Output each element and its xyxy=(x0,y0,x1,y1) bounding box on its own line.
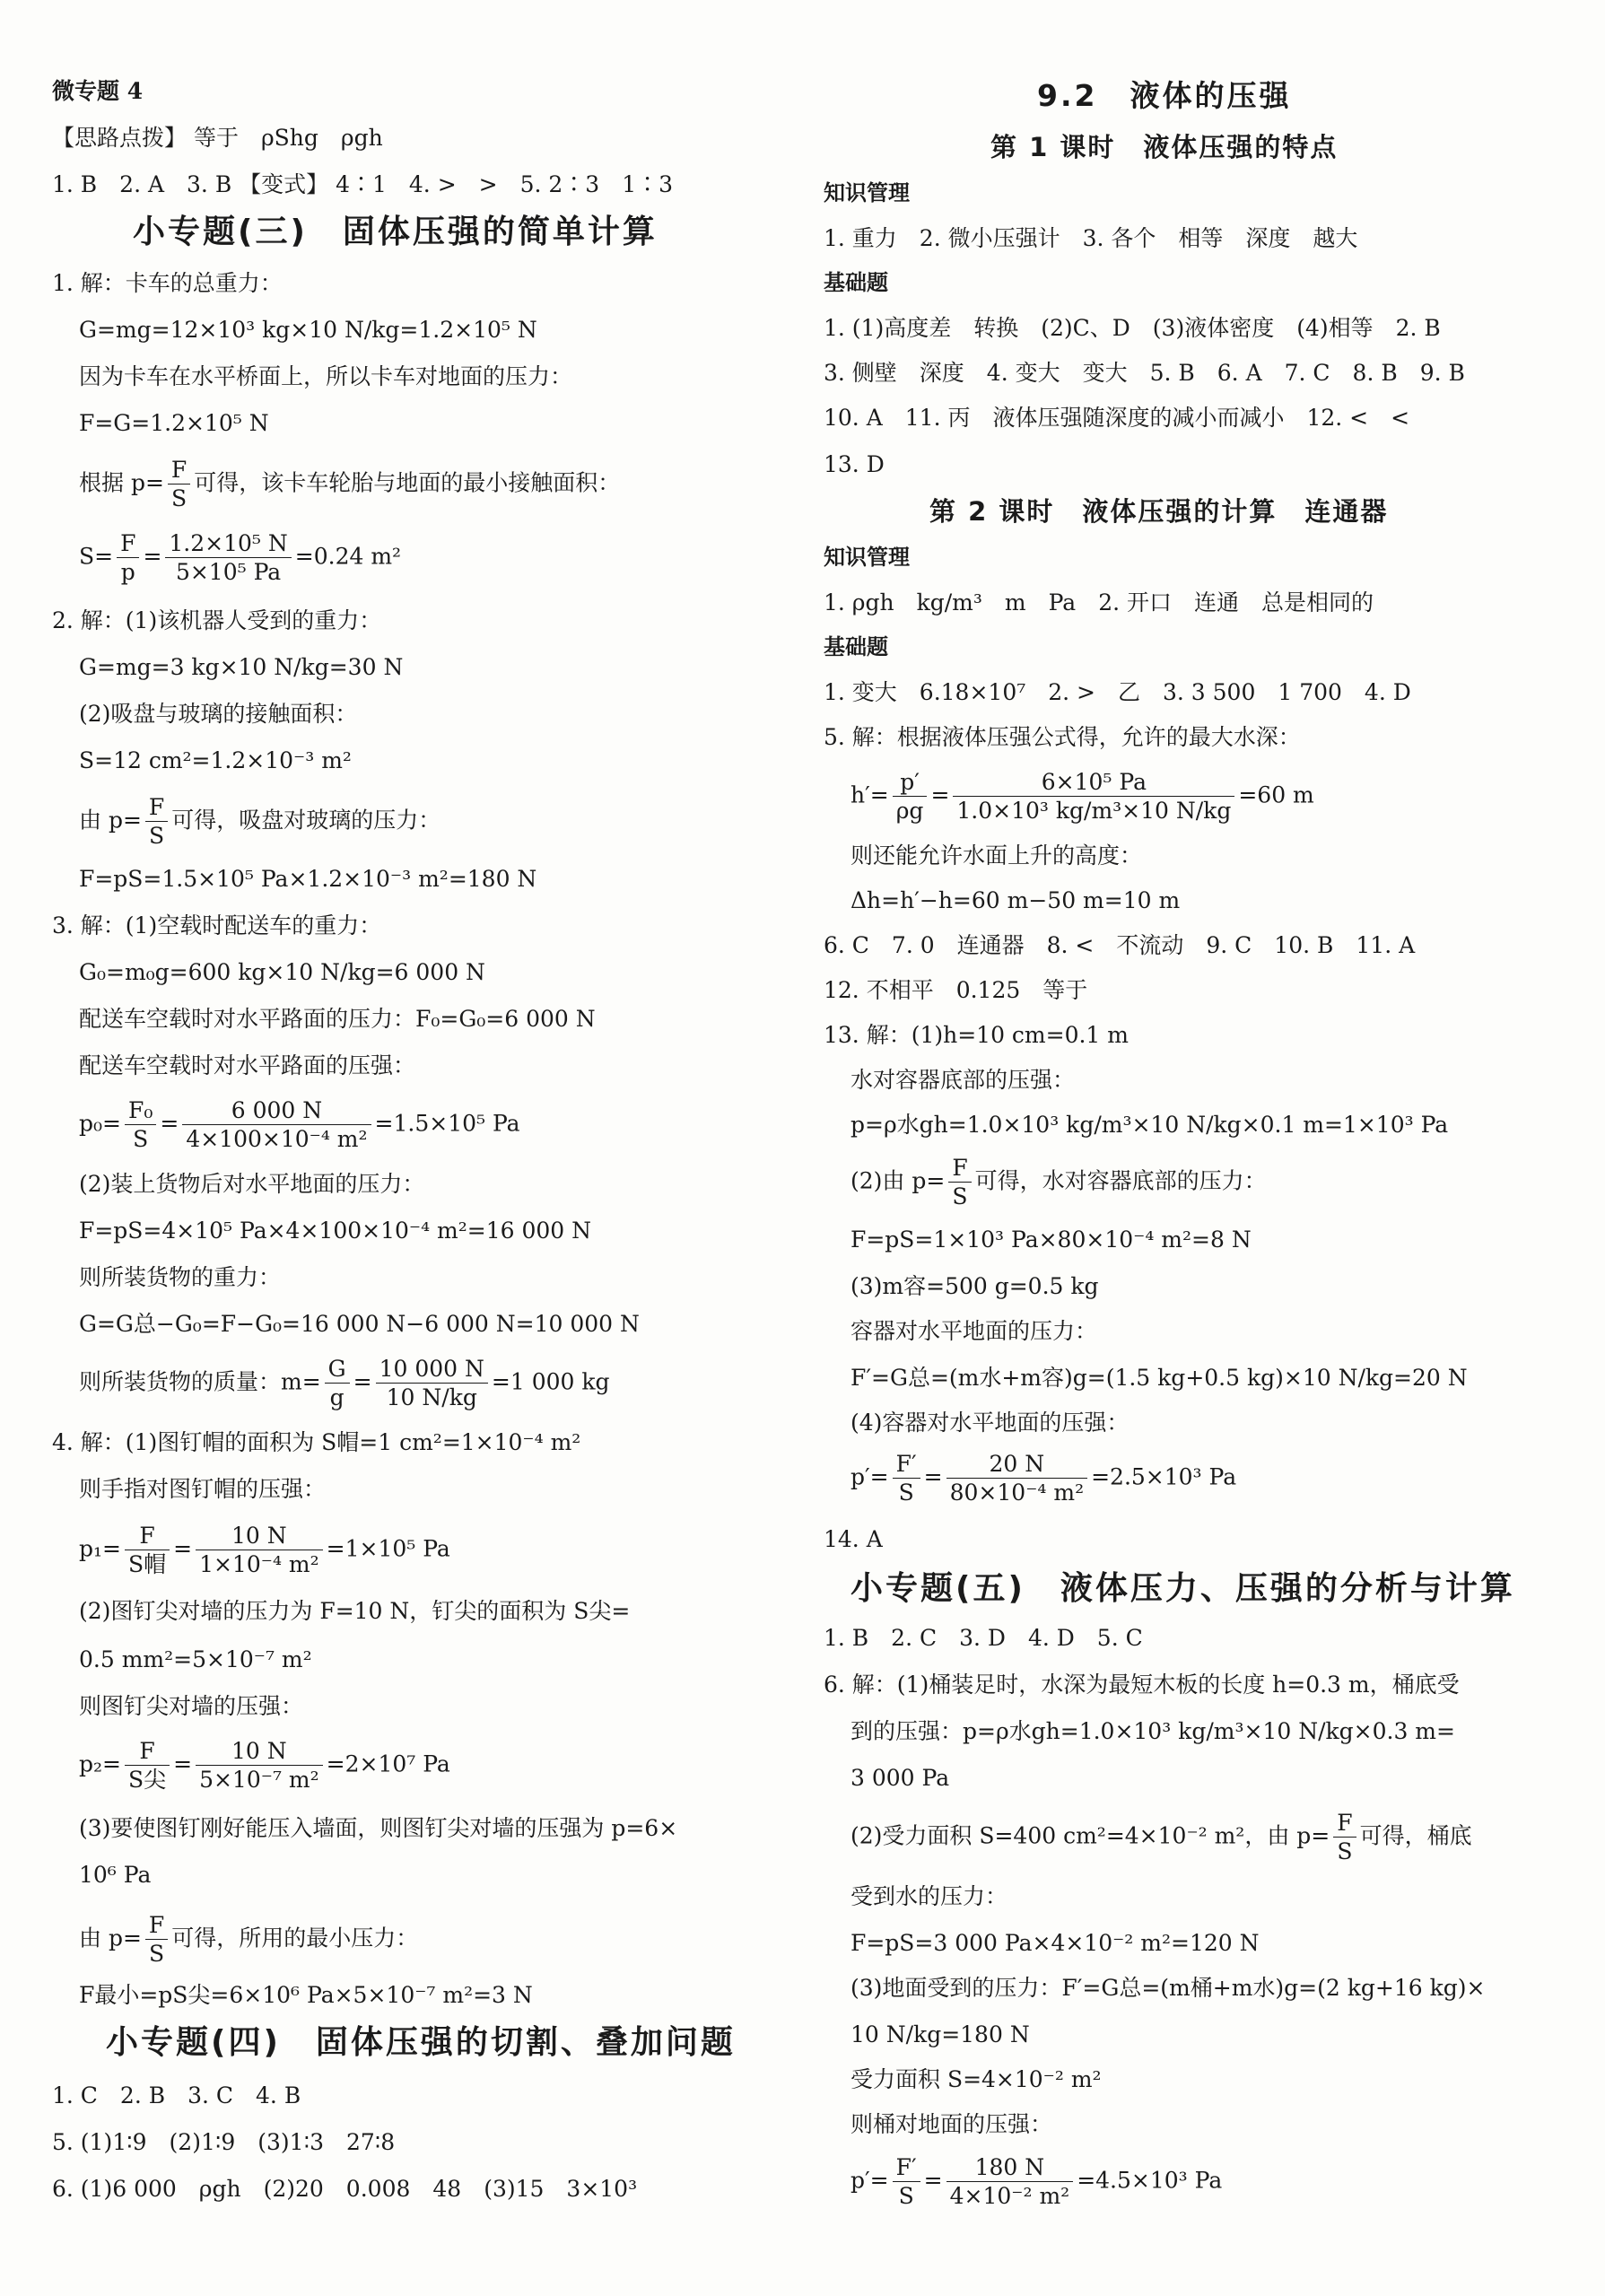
l2-basic-2: 5. 解：根据液体压强公式得，允许的最大水深： xyxy=(824,724,1301,750)
s4-answers-1: 1. C 2. B 3. C 4. B xyxy=(52,2082,301,2108)
fraction: $\frac{F'}{S}$ xyxy=(893,1450,920,1507)
s3-q3-line-9: G=G总−G₀=F−G₀=16 000 N−6 000 N=10 000 N xyxy=(79,1311,640,1337)
l2-basic-5: Δh=h′−h=60 m−50 m=10 m xyxy=(850,887,1181,913)
l1-basic-2: 3. 侧壁 深度 4. 变大 变大 5. B 6. A 7. C 8. B 9. B xyxy=(824,360,1465,386)
l2-basic-formula-2: (2)由 p= $\frac{F}{S}$ 可得，水对容器底部的压力： xyxy=(850,1155,1267,1210)
s3-q3-line-6: (2)装上货物后对水平地面的压力： xyxy=(79,1171,425,1197)
s5-q6-line-11: 则桶对地面的压强： xyxy=(850,2111,1053,2137)
fraction: $\frac{20 N}{\text{80×10⁻⁴ m²}}$ xyxy=(946,1450,1087,1507)
s3-q3-line-8: 则所装货物的重力： xyxy=(79,1264,282,1290)
s3-q2-line-4: S=12 cm²=1.2×10⁻³ m² xyxy=(79,747,352,773)
l1-basic-3: 10. A 11. 丙 液体压强随深度的减小而减小 12. < < xyxy=(824,405,1410,431)
l2-knowledge: 1. ρgh kg/m³ m Pa 2. 开口 连通 总是相同的 xyxy=(824,589,1374,615)
fraction: $\frac{\text{F₀}}{S}$ xyxy=(125,1096,156,1154)
fraction: $\frac{F}{S}$ xyxy=(1333,1809,1356,1866)
l2-basic-1: 1. 变大 6.18×10⁷ 2. > 乙 3. 3 500 1 700 4. D xyxy=(824,679,1411,705)
s3-q3-line-1: 3. 解：(1)空载时配送车的重力： xyxy=(52,912,382,938)
s5-q6-line-1: 6. 解：(1)桶装足时，水深为最短木板的长度 h=0.3 m，桶底受 xyxy=(824,1672,1460,1698)
fraction: $\frac{p'}{\rho g}$ xyxy=(893,768,928,825)
fraction: $\frac{10 N}{\text{1×10⁻⁴ m²}}$ xyxy=(196,1522,323,1579)
section-5-title: 小专题(五) 液体压力、压强的分析与计算 xyxy=(850,1570,1515,1607)
l2-basic-15: F′=G总=(m水+m容)g=(1.5 kg+0.5 kg)×10 N/kg=20 N xyxy=(850,1365,1468,1391)
s3-q3-line-7: F=pS=4×10⁵ Pa×4×100×10⁻⁴ m²=16 000 N xyxy=(79,1218,592,1244)
section-4-title: 小专题(四) 固体压强的切割、叠加问题 xyxy=(106,2024,736,2061)
s3-q4-line-8: (3)要使图钉刚好能压入墙面，则图钉尖对墙的压强为 p=6× xyxy=(79,1815,678,1841)
s3-q1-line-2: G=mg=12×10³ kg×10 N/kg=1.2×10⁵ N xyxy=(79,317,537,343)
fraction: $\frac{F}{S}$ xyxy=(168,456,190,513)
s3-q4-formula-2: p₂= $\frac{F}{\text{S尖}}$ = $\frac{10 N}{\text{5×10⁻⁷ m²}}$ =2×10⁷ Pa xyxy=(79,1738,450,1794)
s3-q1-line-1: 1. 解：卡车的总重力： xyxy=(52,270,283,296)
s3-q4-line-5: 0.5 mm²=5×10⁻⁷ m² xyxy=(79,1646,312,1672)
l2-knowledge-head: 知识管理 xyxy=(824,545,910,570)
s5-q6-line-10: 受力面积 S=4×10⁻² m² xyxy=(850,2066,1102,2092)
s3-q2-line-2: G=mg=3 kg×10 N/kg=30 N xyxy=(79,654,404,680)
s3-q3-line-2: G₀=m₀g=600 kg×10 N/kg=6 000 N xyxy=(79,959,485,985)
l2-basic-6: 6. C 7. 0 连通器 8. < 不流动 9. C 10. B 11. A xyxy=(824,932,1416,958)
s3-q2-line-1: 2. 解：(1)该机器人受到的重力： xyxy=(52,607,382,633)
micro-topic-4-answers: 1. B 2. A 3. B 【变式】 4∶1 4. > > 5. 2∶3 1∶3 xyxy=(52,171,674,197)
l2-basic-formula-1: h′= $\frac{p'}{\rho g}$ = $\frac{\text{6×10⁵ Pa}}{\text{1.0×10³ kg/m³×10 N/kg}}$ =60 m xyxy=(850,769,1314,825)
s3-q1-line-3: 因为卡车在水平桥面上，所以卡车对地面的压力： xyxy=(79,363,573,389)
s4-answers-2: 5. (1)1∶9 (2)1∶9 (3)1∶3 27∶8 xyxy=(52,2129,396,2155)
s3-q4-formula-1: p₁= $\frac{F}{\text{S帽}}$ = $\frac{10 N}{\text{1×10⁻⁴ m²}}$ =1×10⁵ Pa xyxy=(79,1523,450,1578)
s3-q3-formula-1: p₀= $\frac{\text{F₀}}{S}$ = $\frac{6 000 N}{\text{4×100×10⁻⁴ m²}}$ =1.5×10⁵ Pa xyxy=(79,1097,520,1153)
s3-q4-line-2: 则手指对图钉帽的压强： xyxy=(79,1476,327,1502)
s3-q3-line-3: 配送车空载时对水平路面的压力：F₀=G₀=6 000 N xyxy=(79,1006,596,1032)
s3-q4-line-9: 10⁶ Pa xyxy=(79,1862,152,1888)
s3-q4-line-11: F最小=pS尖=6×10⁶ Pa×5×10⁻⁷ m²=3 N xyxy=(79,1982,533,2008)
fraction: $\frac{180 N}{\text{4×10⁻² m²}}$ xyxy=(946,2153,1074,2211)
l2-basic-16: (4)容器对水平地面的压强： xyxy=(850,1410,1130,1436)
s5-q6-line-3: 3 000 Pa xyxy=(850,1765,950,1791)
l2-basic-9: 水对容器底部的压强： xyxy=(850,1067,1076,1093)
l2-basic-formula-3: p′= $\frac{F'}{S}$ = $\frac{20 N}{\text{80×10⁻⁴ m²}}$ =2.5×10³ Pa xyxy=(850,1451,1237,1506)
l2-basic-14: 容器对水平地面的压力： xyxy=(850,1318,1098,1344)
lesson-1-title: 第 1 课时 液体压强的特点 xyxy=(990,132,1339,162)
fraction: $\frac{F}{S}$ xyxy=(145,793,168,851)
micro-topic-4-tips: 【思路点拨】 等于 ρShg ρgh xyxy=(52,125,383,151)
l2-basic-7: 12. 不相平 0.125 等于 xyxy=(824,977,1088,1003)
fraction: $\frac{F}{p}$ xyxy=(117,529,139,587)
s4-answers-3: 6. (1)6 000 ρgh (2)20 0.008 48 (3)15 3×10³ xyxy=(52,2176,638,2202)
s3-q4-formula-3: 由 p= $\frac{F}{S}$ 可得，所用的最小压力： xyxy=(79,1912,419,1968)
l2-basic-4: 则还能允许水面上升的高度： xyxy=(850,842,1143,869)
fraction: $\frac{F}{S}$ xyxy=(145,1911,168,1969)
lesson-2-title: 第 2 课时 液体压强的计算 连通器 xyxy=(929,496,1389,527)
fraction: $\frac{10 N}{\text{5×10⁻⁷ m²}}$ xyxy=(196,1737,323,1794)
l1-basic-head: 基础题 xyxy=(824,270,888,295)
s5-q6-line-6: 受到水的压力： xyxy=(850,1883,1008,1909)
fraction: $\frac{10 000 N}{10 N/kg}$ xyxy=(376,1355,488,1412)
l2-basic-head: 基础题 xyxy=(824,634,888,659)
l1-basic-1: 1. (1)高度差 转换 (2)C、D (3)液体密度 (4)相等 2. B xyxy=(824,315,1441,341)
s3-q4-line-6: 则图钉尖对墙的压强： xyxy=(79,1693,304,1719)
s3-q3-line-4: 配送车空载时对水平路面的压强： xyxy=(79,1052,416,1078)
s5-q6-line-8: (3)地面受到的压力：F′=G总=(m桶+m水)g=(2 kg+16 kg)× xyxy=(850,1975,1486,2001)
s3-q4-line-4: (2)图钉尖对墙的压力为 F=10 N，钉尖的面积为 S尖= xyxy=(79,1598,631,1624)
s5-q6-line-7: F=pS=3 000 Pa×4×10⁻² m²=120 N xyxy=(850,1930,1260,1956)
l1-knowledge-head: 知识管理 xyxy=(824,180,910,205)
fraction: $\frac{\text{6×10⁵ Pa}}{\text{1.0×10³ kg/m³×10 N/kg}}$ xyxy=(953,768,1234,825)
s5-answers: 1. B 2. C 3. D 4. D 5. C xyxy=(824,1625,1143,1651)
s5-q6-formula-2: p′= $\frac{F'}{S}$ = $\frac{180 N}{\text{4×10⁻² m²}}$ =4.5×10³ Pa xyxy=(850,2154,1223,2210)
s5-q6-line-9: 10 N/kg=180 N xyxy=(850,2021,1030,2047)
s3-q2-line-3: (2)吸盘与玻璃的接触面积： xyxy=(79,701,358,727)
fraction: $\frac{F}{\text{S帽}}$ xyxy=(125,1522,170,1579)
fraction: $\frac{F}{\text{S尖}}$ xyxy=(125,1737,170,1794)
l2-basic-8: 13. 解：(1)h=10 cm=0.1 m xyxy=(824,1022,1129,1048)
fraction: $\frac{F}{S}$ xyxy=(948,1154,971,1211)
s3-q2-line-6: F=pS=1.5×10⁵ Pa×1.2×10⁻³ m²=180 N xyxy=(79,866,537,892)
s5-q6-line-2: 到的压强：p=ρ水gh=1.0×10³ kg/m³×10 N/kg×0.3 m= xyxy=(850,1718,1455,1744)
fraction: $\frac{6 000 N}{\text{4×100×10⁻⁴ m²}}$ xyxy=(182,1096,371,1154)
l2-basic-13: (3)m容=500 g=0.5 kg xyxy=(850,1273,1099,1299)
micro-topic-4-title: 微专题 4 xyxy=(52,78,144,104)
section-3-title: 小专题(三) 固体压强的简单计算 xyxy=(133,214,658,250)
fraction: $\frac{G}{g}$ xyxy=(325,1355,350,1412)
chapter-title: 9.2 液体的压强 xyxy=(1037,78,1292,113)
fraction: $\frac{F'}{S}$ xyxy=(893,2153,920,2211)
fraction: $\frac{\text{1.2×10⁵ N}}{\text{5×10⁵ Pa}}$ xyxy=(165,529,291,587)
s3-q3-formula-2: 则所装货物的质量：m= $\frac{G}{g}$ = $\frac{10 000 N}{10 N/kg}$ =1 000 kg xyxy=(79,1356,610,1411)
s3-q1-formula-1: 根据 p= $\frac{F}{S}$ 可得，该卡车轮胎与地面的最小接触面积： xyxy=(79,457,621,512)
s3-q4-line-1: 4. 解：(1)图钉帽的面积为 S帽=1 cm²=1×10⁻⁴ m² xyxy=(52,1429,581,1455)
l2-basic-18: 14. A xyxy=(824,1526,883,1552)
l1-knowledge: 1. 重力 2. 微小压强计 3. 各个 相等 深度 越大 xyxy=(824,225,1358,251)
s3-q2-formula: 由 p= $\frac{F}{S}$ 可得，吸盘对玻璃的压力： xyxy=(79,794,441,850)
l2-basic-12: F=pS=1×10³ Pa×80×10⁻⁴ m²=8 N xyxy=(850,1227,1252,1253)
s5-q6-formula-1: (2)受力面积 S=400 cm²=4×10⁻² m²，由 p= $\frac{F}{S}$ 可得，桶底 xyxy=(850,1810,1472,1865)
s3-q1-line-4: F=G=1.2×10⁵ N xyxy=(79,410,269,436)
s3-q1-formula-2: S= $\frac{F}{p}$ = $\frac{\text{1.2×10⁵ N}}{\text{5×10⁵ Pa}}$ =0.24 m² xyxy=(79,530,402,586)
l1-basic-4: 13. D xyxy=(824,451,885,477)
l2-basic-10: p=ρ水gh=1.0×10³ kg/m³×10 N/kg×0.1 m=1×10³ Pa xyxy=(850,1112,1449,1138)
